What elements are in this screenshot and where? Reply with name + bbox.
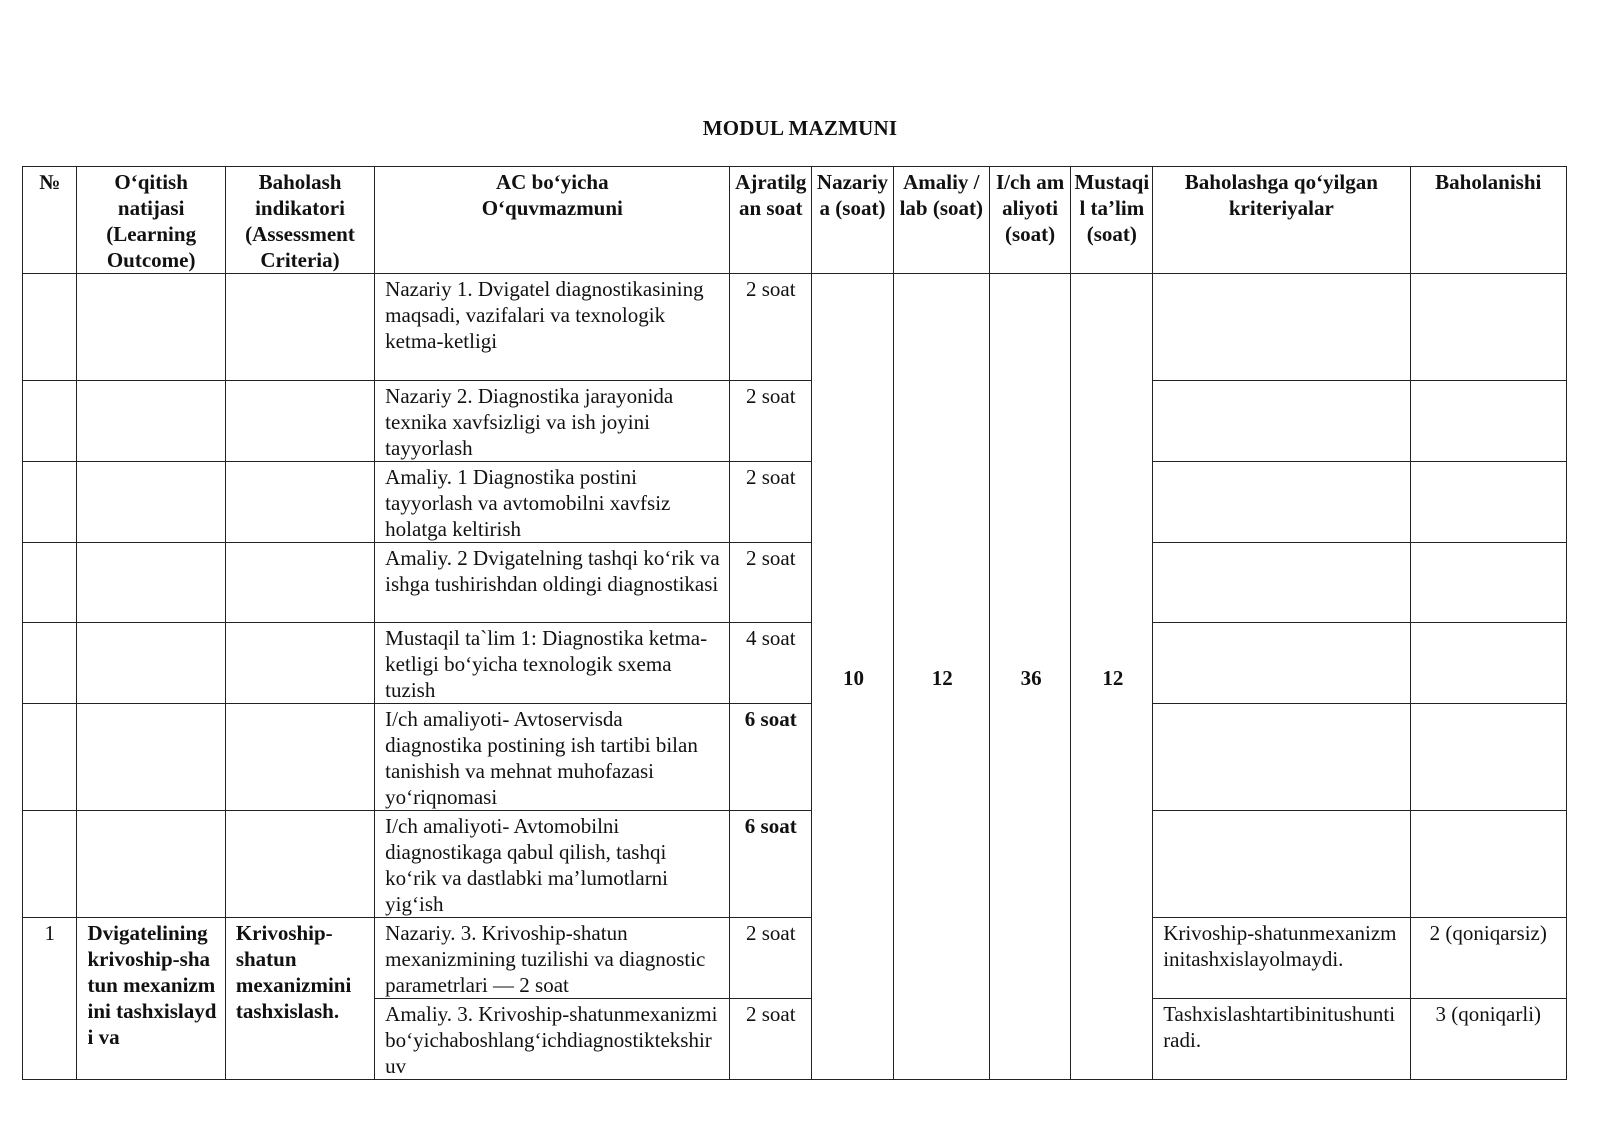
- table-row: [23, 543, 1567, 623]
- table-row: [23, 704, 1567, 811]
- table-row: [23, 623, 1567, 704]
- learning-outcome: Dvigatelining krivoship-shatun mexanizmini tashxislaydi va: [77, 918, 225, 1080]
- hours-cell: 2 soat: [730, 918, 812, 999]
- row-number: 1: [23, 918, 77, 1080]
- table-row: [23, 274, 1567, 381]
- table-row: [23, 462, 1567, 543]
- modul-table: [22, 166, 1567, 1080]
- hours-cell: 2 soat: [730, 543, 812, 623]
- total-practice: 12: [893, 274, 989, 1080]
- hours-cell: 6 soat: [730, 704, 812, 811]
- header-criteria: Baholashga qo‘yilgan kriteriyalar: [1153, 167, 1410, 274]
- page-title: MODUL MAZMUNI: [702, 116, 898, 140]
- grade-cell: 3 (qoniqarli): [1410, 999, 1566, 1080]
- header-hours: Ajratilgan soat: [730, 167, 812, 274]
- content-cell: Amaliy. 2 Dvigatelning tashqi ko‘rik va ishga tushirishdan oldingi diagnostikasi: [375, 543, 730, 623]
- header-grade: Baholanishi: [1410, 167, 1566, 274]
- header-outcome: O‘qitish natijasi (Learning Outcome): [77, 167, 225, 274]
- header-row: [23, 167, 1567, 274]
- hours-cell: 6 soat: [730, 811, 812, 918]
- total-theory: 10: [812, 274, 894, 1080]
- content-cell: Amaliy. 1 Diagnostika postini tayyorlash va avtomobilni xavfsiz holatga keltirish: [375, 462, 730, 543]
- hours-cell: 2 soat: [730, 462, 812, 543]
- header-num: №: [23, 167, 77, 274]
- header-practice: Amaliy / lab (soat): [893, 167, 989, 274]
- content-cell: Mustaqil ta`lim 1: Diagnostika ketma-ketligi bo‘yicha texnologik sxema tuzish: [375, 623, 730, 704]
- table-row: [23, 918, 1567, 999]
- assessment-indicator: Krivoship-shatun mexanizmini tashxislash.: [225, 918, 374, 1080]
- hours-cell: 2 soat: [730, 381, 812, 462]
- header-theory: Nazariya (soat): [812, 167, 894, 274]
- header-production: I/ch amaliyoti (soat): [989, 167, 1071, 274]
- total-selfstudy: 12: [1071, 274, 1153, 1080]
- hours-cell: 2 soat: [730, 999, 812, 1080]
- criteria-cell: Krivoship-shatunmexanizminitashxislayolmaydi.: [1153, 918, 1410, 999]
- table-row: [23, 381, 1567, 462]
- total-production: 36: [989, 274, 1071, 1080]
- table-row: [23, 811, 1567, 918]
- header-content: AC bo‘yicha O‘quvmazmuni: [375, 167, 730, 274]
- content-cell: Nazariy 2. Diagnostika jarayonida texnika xavfsizligi va ish joyini tayyorlash: [375, 381, 730, 462]
- criteria-cell: Tashxislashtartibinitushuntiradi.: [1153, 999, 1410, 1080]
- hours-cell: 4 soat: [730, 623, 812, 704]
- header-selfstudy: Mustaqil ta’lim (soat): [1071, 167, 1153, 274]
- content-cell: Amaliy. 3. Krivoship-shatunmexanizmibo‘yichaboshlang‘ichdiagnostiktekshiruv: [375, 999, 730, 1080]
- header-indicator: Baholash indikatori (Assessment Criteria): [225, 167, 374, 274]
- content-cell: Nazariy 1. Dvigatel diagnostikasining maqsadi, vazifalari va texnologik ketma-ketligi: [375, 274, 730, 381]
- grade-cell: 2 (qoniqarsiz): [1410, 918, 1566, 999]
- content-cell: I/ch amaliyoti- Avtoservisda diagnostika postining ish tartibi bilan tanishish va mehnat muhofazasi yo‘riqnomasi: [375, 704, 730, 811]
- hours-cell: 2 soat: [730, 274, 812, 381]
- content-cell: I/ch amaliyoti- Avtomobilni diagnostikaga qabul qilish, tashqi ko‘rik va dastlabki ma’lumotlarni yig‘ish: [375, 811, 730, 918]
- content-cell: Nazariy. 3. Krivoship-shatun mexanizmining tuzilishi va diagnostic parametrlari — 2 soat: [375, 918, 730, 999]
